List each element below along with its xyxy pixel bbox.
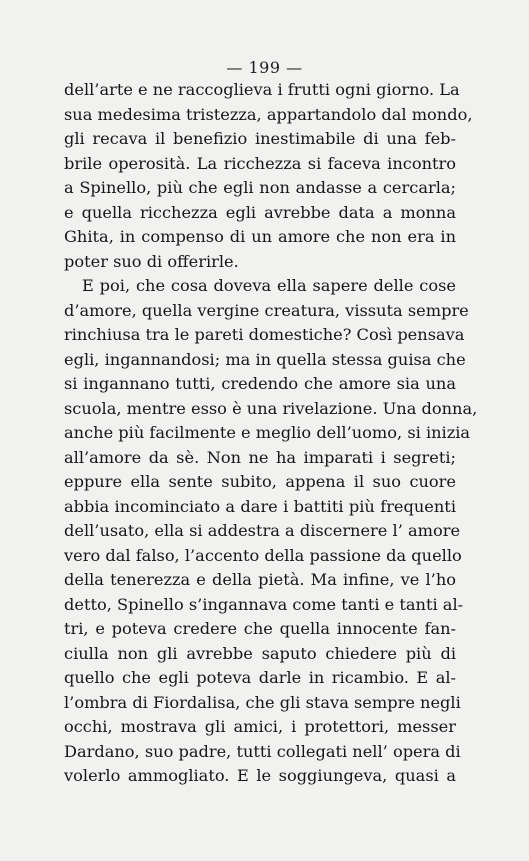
text-line: brile operosità. La ricchezza si faceva incontro [64,153,456,173]
text-line: gli recava il benefizio inestimabile di una feb- [64,129,456,148]
text-line: eppure ella sente subito, appena il suo cuore [64,472,456,491]
text-line: dell’arte e ne raccoglieva i frutti ogni giorno. La [64,80,460,99]
text-line: occhi, mostrava gli amici, i protettori, messer [64,717,456,736]
text-line: e quella ricchezza egli avrebbe data a monna [64,202,456,222]
body-text [64,78,478,789]
text-line: E poi, che cosa doveva ella sapere delle cose [82,276,456,295]
text-line: anche più facilmente e meglio dell’uomo, si inizia [64,423,471,442]
text-line: quello che egli poteva darle in ricambio. E al- [64,668,456,687]
text-line: della tenerezza e della pietà. Ma infine, ve l’ho [64,570,456,589]
text-line: ciulla non gli avrebbe saputo chiedere più di [64,643,456,663]
text-line: d’amore, quella vergine creatura, vissuta sempre [64,300,469,320]
text-line: poter suo di offerirle. [64,251,239,271]
text-line: volerlo ammogliato. E le soggiungeva, quasi a [64,766,456,785]
text-line: Dardano, suo padre, tutti collegati nell’ opera di [64,741,461,761]
text-line: all’amore da sè. Non ne ha imparati i segreti; [64,447,456,467]
text-line: Ghita, in compenso di un amore che non era in [64,227,456,246]
text-line: l’ombra di Fiordalisa, che gli stava sempre negli [64,692,461,712]
text-line: rinchiusa tra le pareti domestiche? Così pensava [64,325,465,344]
text-line: egli, ingannandosi; ma in quella stessa guisa che [64,349,466,369]
page-number: — 199 — [226,58,303,77]
text-line: detto, Spinello s’ingannava come tanti e tanti al- [64,594,464,614]
text-line: sua medesima tristezza, appartandolo dal mondo, [64,104,473,124]
text-line: abbia incominciato a dare i battiti più frequenti [64,496,456,516]
text-line: scuola, mentre esso è una rivelazione. Una donna, [64,398,478,418]
text-line: si ingannano tutti, credendo che amore sia una [64,374,456,393]
text-line: a Spinello, più che egli non andasse a cercarla; [64,178,456,197]
text-line: dell’usato, ella si addestra a discernere l’ amore [64,521,461,540]
text-line: vero dal falso, l’accento della passione da quello [64,545,462,565]
text-line: tri, e poteva credere che quella innocente fan- [64,619,456,638]
